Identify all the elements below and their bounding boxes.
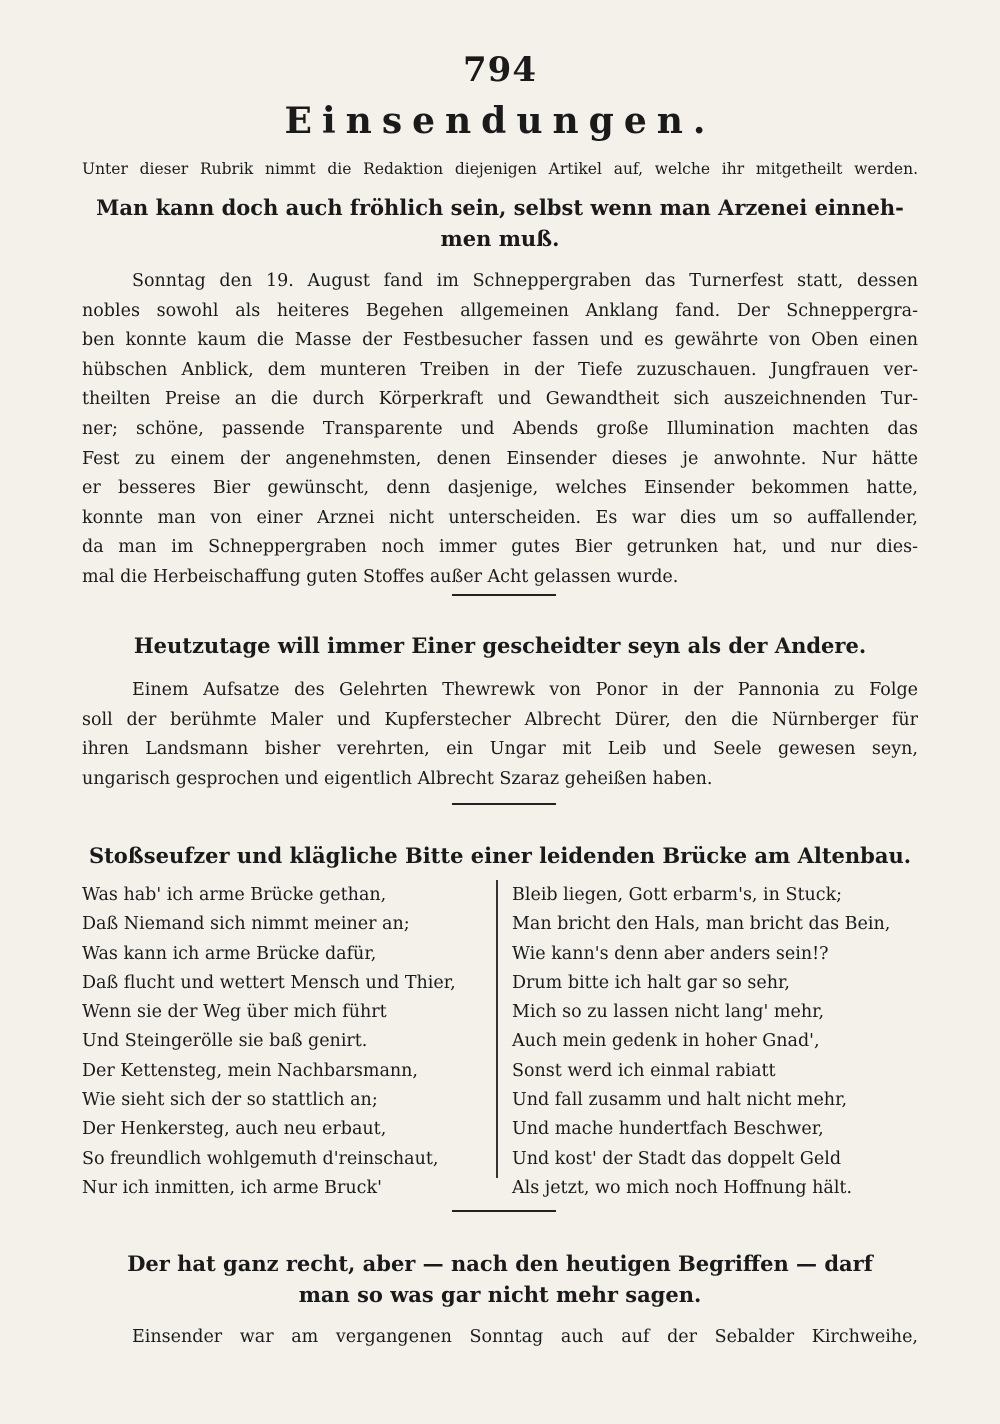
article4-title-line: man so was gar nicht mehr sagen. [298, 1282, 702, 1307]
poem-line: Und fall zusamm und halt nicht mehr, [512, 1090, 848, 1111]
article1-title-line: Man kann doch auch fröhlich sein, selbst wenn man Arzenei einneh- [96, 195, 904, 220]
article1-line: ben konnte kaum die Masse der Festbesucher fassen und es gewährte von Oben einen [82, 330, 918, 351]
article2-line: Einem Aufsatze des Gelehrten Thewrewk von Ponor in der Pannonia zu Folge [132, 680, 918, 700]
poem-line: Daß flucht und wettert Mensch und Thier, [82, 972, 456, 993]
article4-title-line: Der hat ganz recht, aber — nach den heutigen Begriffen — darf [127, 1251, 873, 1276]
poem-line: Und kost' der Stadt das doppelt Geld [512, 1148, 842, 1169]
article4-line: Einsender war am vergangenen Sonntag auch auf der Sebalder Kirchweihe, [132, 1327, 918, 1347]
separator-rule [452, 1210, 556, 1212]
article1-line: konnte man von einer Arznei nicht unterscheiden. Es war dies um so auffallender, [82, 507, 918, 528]
article1-body [82, 267, 918, 593]
article1-line: mal die Herbeischaffung guten Stoffes außer Acht gelassen wurde. [82, 566, 679, 587]
poem-line: Wenn sie der Weg über mich führt [82, 1002, 387, 1023]
section-title: Einsendungen. [284, 100, 716, 142]
poem-line: Wie sieht sich der so stattlich an; [82, 1090, 378, 1111]
poem-line: Sonst werd ich einmal rabiatt [512, 1060, 776, 1081]
poem-line: Der Kettensteg, mein Nachbarsmann, [82, 1060, 418, 1081]
article1-line: nobles sowohl als heiteres Begehen allgemeinen Anklang fand. Der Schneppergra- [82, 300, 918, 321]
article1-line: Fest zu einem der angenehmsten, denen Einsender dieses je anwohnte. Nur hätte [82, 448, 918, 469]
article1-line: ner; schöne, passende Transparente und Abends große Illumination machten das [82, 418, 918, 439]
article1-title-line: men muß. [440, 226, 560, 251]
poem-line: Was kann ich arme Brücke dafür, [82, 943, 377, 964]
poem-right-column [512, 881, 918, 1203]
article1-title [82, 192, 918, 254]
article2-line: soll der berühmte Maler und Kupferstecher Albrecht Dürer, den die Nürnberger für [82, 709, 918, 730]
intro-text: Unter dieser Rubrik nimmt die Redaktion diejenigen Artikel auf, welche ihr mitgetheilt werden. [82, 160, 918, 178]
poem-line: Was hab' ich arme Brücke gethan, [82, 885, 387, 905]
poem-line: Man bricht den Hals, man bricht das Bein, [512, 914, 891, 935]
poem-left-column [82, 881, 482, 1203]
poem-line: Und mache hundertfach Beschwer, [512, 1119, 824, 1140]
poem-line: Drum bitte ich halt gar so sehr, [512, 972, 790, 993]
poem-line: Und Steingerölle sie baß genirt. [82, 1031, 368, 1052]
separator-rule [452, 803, 556, 805]
article3-title: Stoßseufzer und klägliche Bitte einer leidenden Brücke am Altenbau. [88, 843, 912, 868]
poem-line: Auch mein gedenk in hoher Gnad', [512, 1031, 820, 1052]
poem-line: Als jetzt, wo mich noch Hoffnung hält. [512, 1177, 853, 1198]
page-number: 794 [463, 50, 537, 90]
poem-column-divider [496, 880, 498, 1178]
article4-body [82, 1323, 918, 1353]
article1-line: hübschen Anblick, dem munteren Treiben in der Tiefe zuzuschauen. Jungfrauen ver- [82, 359, 918, 380]
article2-title: Heutzutage will immer Einer gescheidter seyn als der Andere. [133, 633, 867, 658]
article2-line: ihren Landsmann bisher verehrten, ein Ungar mit Leib und Seele gewesen seyn, [82, 739, 918, 760]
article4-title [82, 1248, 918, 1310]
separator-rule [452, 594, 556, 596]
article1-line: da man im Schneppergraben noch immer gutes Bier getrunken hat, und nur dies- [82, 537, 918, 558]
article1-line: er besseres Bier gewünscht, denn dasjenige, welches Einsender bekommen hatte, [82, 478, 918, 499]
poem-line: Wie kann's denn aber anders sein!? [512, 943, 829, 964]
article2-body [82, 676, 918, 794]
poem-line: Daß Niemand sich nimmt meiner an; [82, 914, 410, 935]
article2-line: ungarisch gesprochen und eigentlich Albrecht Szaraz geheißen haben. [82, 768, 713, 789]
article1-line: Sonntag den 19. August fand im Schneppergraben das Turnerfest statt, dessen [132, 271, 918, 291]
poem-line: So freundlich wohlgemuth d'reinschaut, [82, 1148, 439, 1169]
article1-line: theilten Preise an die durch Körperkraft und Gewandtheit sich auszeichnenden Tur- [82, 389, 918, 410]
poem-line: Bleib liegen, Gott erbarm's, in Stuck; [512, 885, 843, 905]
poem-line: Mich so zu lassen nicht lang' mehr, [512, 1002, 825, 1023]
poem-line: Der Henkersteg, auch neu erbaut, [82, 1119, 387, 1140]
poem-line: Nur ich inmitten, ich arme Bruck' [82, 1177, 382, 1198]
